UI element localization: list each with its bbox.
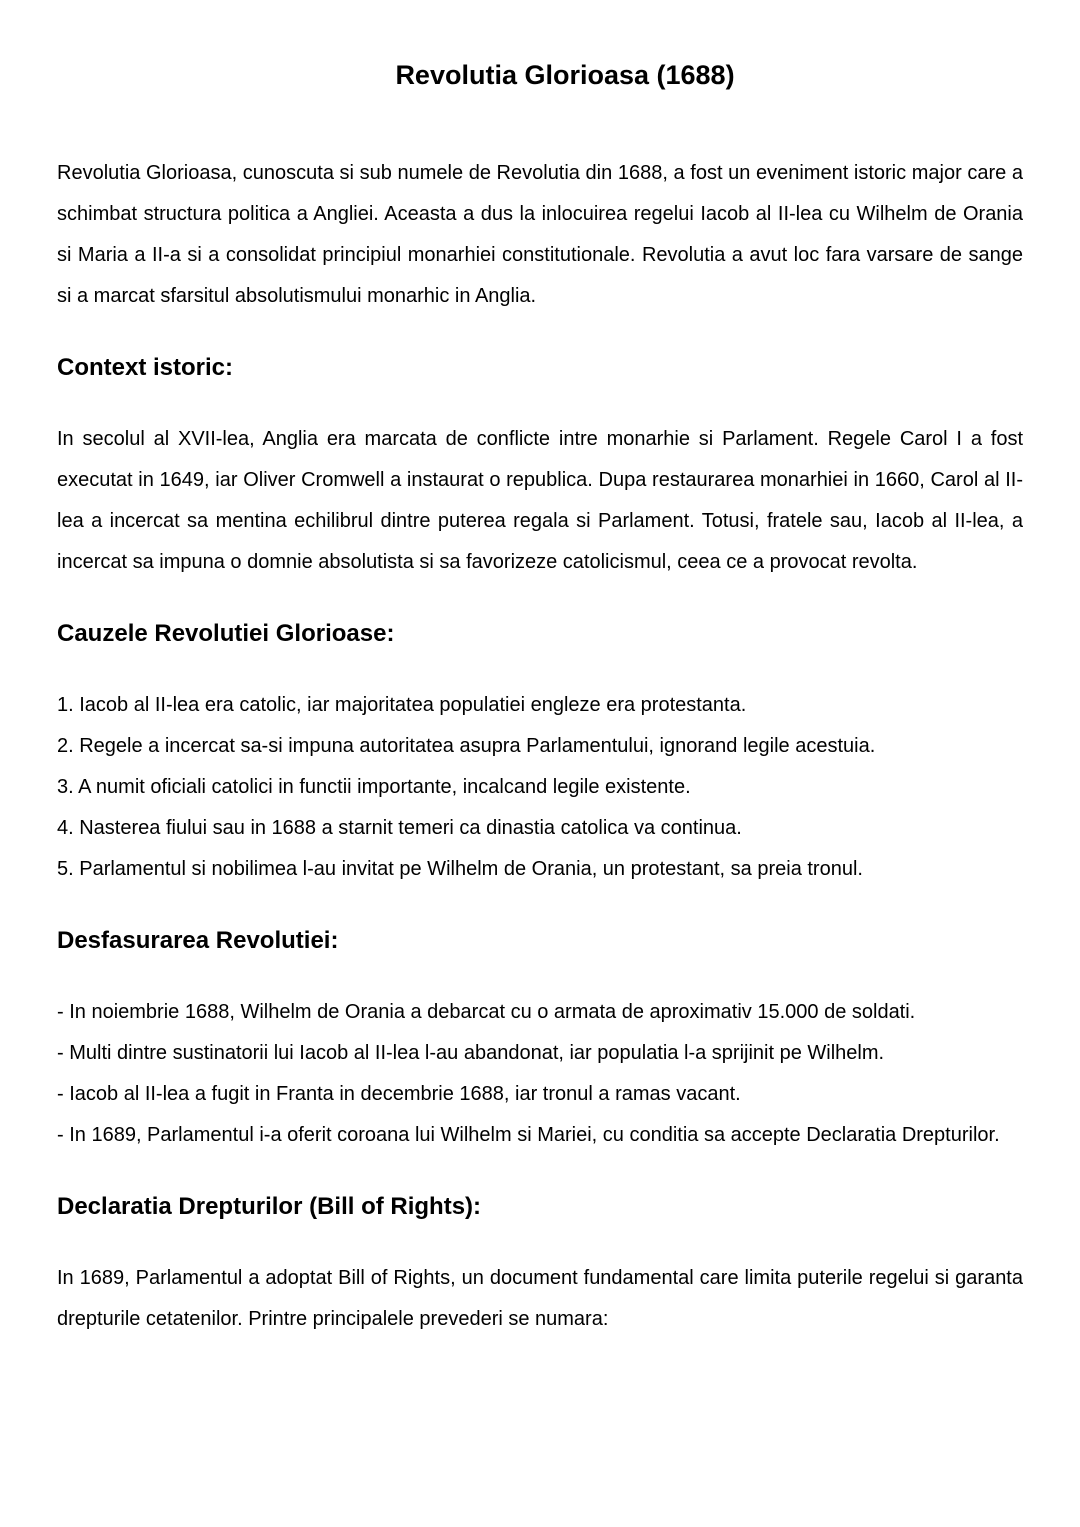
list-item: 1. Iacob al II-lea era catolic, iar majoritatea populatiei engleze era protestanta. [57, 694, 747, 716]
intro-paragraph: Revolutia Glorioasa, cunoscuta si sub numele de Revolutia din 1688, a fost un eveniment istoric major care a schimbat structura politica a Angliei. Aceasta a dus la inlocuirea regelui Iacob al II-lea cu Wilhelm de Orania si Maria a II-a si a consolidat principiul monarhiei constitutionale. Revolutia a avut loc fara varsare de sange si a marcat sfarsitul absolutismului monarhic in Anglia. [57, 162, 1023, 307]
list-item: 4. Nasterea fiului sau in 1688 a starnit temeri ca dinastia catolica va continua. [57, 817, 742, 839]
heading-context: Context istoric: [57, 354, 234, 381]
list-item: 3. A numit oficiali catolici in functii importante, incalcand legile existente. [57, 776, 691, 798]
events-list [57, 992, 1023, 1156]
list-item: - In 1689, Parlamentul i-a oferit coroana lui Wilhelm si Mariei, cu conditia sa accepte Declaratia Drepturilor. [57, 1124, 1000, 1146]
context-paragraph: In secolul al XVII-lea, Anglia era marcata de conflicte intre monarhie si Parlament. Regele Carol I a fost executat in 1649, iar Oliver Cromwell a instaurat o republica. Dupa restaurarea monarhiei in 1660, Carol al II-lea a incercat sa mentina echilibrul dintre puterea regala si Parlament. Totusi, fratele sau, Iacob al II-lea, a incercat sa impuna o domnie absolutista si sa favorizeze catolicismul, ceea ce a provocat revolta. [57, 428, 1023, 573]
document-body [57, 153, 1023, 1340]
heading-causes: Cauzele Revolutiei Glorioase: [57, 620, 395, 647]
list-item: - Multi dintre sustinatorii lui Iacob al II-lea l-au abandonat, iar populatia l-a sprijinit pe Wilhelm. [57, 1042, 885, 1064]
document-title: Revolutia Glorioasa (1688) [395, 60, 735, 90]
list-item: 2. Regele a incercat sa-si impuna autoritatea asupra Parlamentului, ignorand legile acestuia. [57, 735, 876, 757]
list-item: 5. Parlamentul si nobilimea l-au invitat pe Wilhelm de Orania, un protestant, sa preia tronul. [57, 858, 863, 880]
heading-events: Desfasurarea Revolutiei: [57, 927, 339, 954]
list-item: - Iacob al II-lea a fugit in Franta in decembrie 1688, iar tronul a ramas vacant. [57, 1083, 741, 1105]
bill-of-rights-paragraph: In 1689, Parlamentul a adoptat Bill of Rights, un document fundamental care limita puterile regelui si garanta drepturile cetatenilor. Printre principalele prevederi se numara: [57, 1267, 1023, 1330]
heading-bill-of-rights: Declaratia Drepturilor (Bill of Rights): [57, 1193, 482, 1220]
causes-list [57, 685, 1023, 890]
list-item: - In noiembrie 1688, Wilhelm de Orania a debarcat cu o armata de aproximativ 15.000 de soldati. [57, 1001, 916, 1023]
